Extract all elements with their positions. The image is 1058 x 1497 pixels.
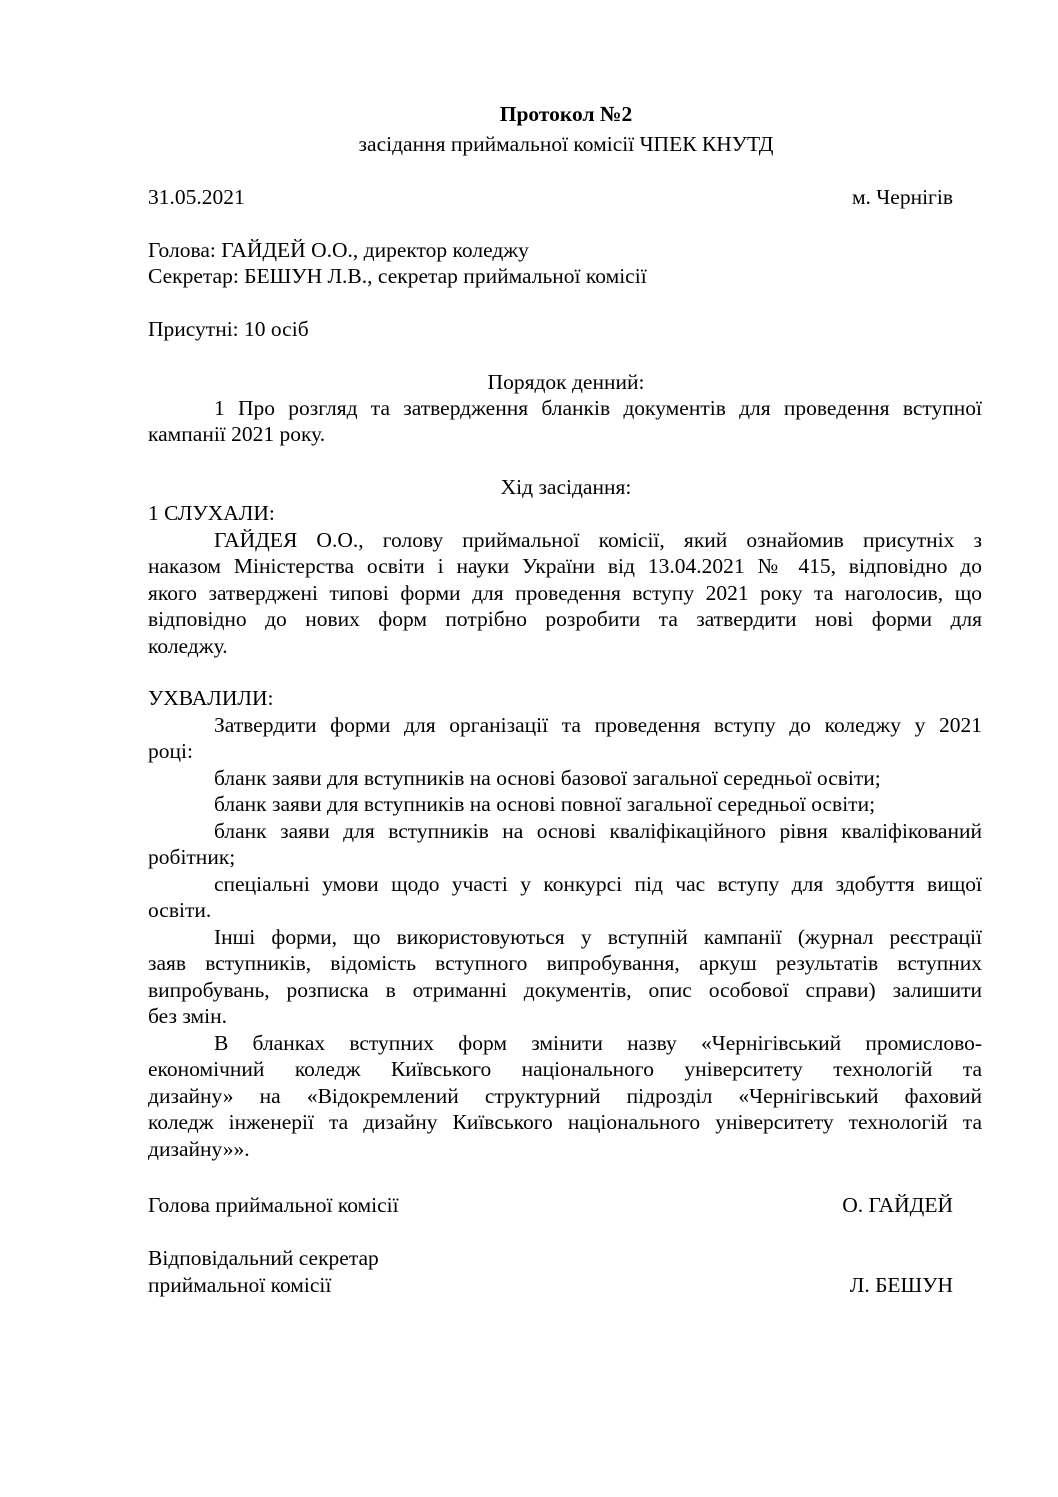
form-item: спеціальні умови щодо участі у конкурсі під час вступу для здобуття вищої	[214, 872, 982, 896]
secretary-signature-role: приймальної комісії	[148, 1273, 332, 1297]
other-forms-line: заяв вступників, відомість вступного випробування, аркуш результатів вступних	[148, 951, 982, 975]
form-item: бланк заяви для вступників на основі кваліфікаційного рівня кваліфікований	[214, 819, 982, 843]
form-item: бланк заяви для вступників на основі базової загальної середньої освіти;	[214, 766, 881, 790]
present-line: Присутні: 10 осіб	[148, 317, 309, 341]
rename-line: дизайну»».	[148, 1137, 250, 1161]
other-forms-line: Інші форми, що використовуються у вступній кампанії (журнал реєстрації	[214, 925, 982, 949]
heard-text-line: якого затверджені типові форми для проведення вступу 2021 року та наголосив, що	[148, 581, 982, 605]
heard-text-line: коледжу.	[148, 634, 228, 658]
form-item-cont: освіти.	[148, 898, 212, 922]
meeting-date: 31.05.2021	[148, 185, 245, 209]
document-subtitle: засідання приймальної комісії ЧПЕК КНУТД	[358, 132, 774, 156]
rename-line: коледж інженерії та дизайну Київського національного університету технологій та	[148, 1110, 982, 1134]
secretary-line: Секретар: БЕШУН Л.В., секретар приймальної комісії	[148, 264, 647, 288]
chair-line: Голова: ГАЙДЕЙ О.О., директор коледжу	[148, 238, 529, 262]
proceedings-heading: Хід засідання:	[500, 475, 632, 499]
resolved-label: УХВАЛИЛИ:	[148, 686, 274, 710]
agenda-item-line: 1 Про розгляд та затвердження бланків документів для проведення вступної	[214, 396, 982, 420]
agenda-item-line: кампанії 2021 року.	[148, 422, 326, 446]
chair-signature-role: Голова приймальної комісії	[148, 1193, 399, 1217]
resolved-intro-line: році:	[148, 739, 193, 763]
secretary-signature-name: Л. БЕШУН	[849, 1273, 953, 1297]
chair-signature-name: О. ГАЙДЕЙ	[842, 1193, 953, 1217]
form-item-cont: робітник;	[148, 845, 236, 869]
resolved-intro-line: Затвердити форми для організації та проведення вступу до коледжу у 2021	[214, 713, 982, 737]
secretary-signature-role: Відповідальний секретар	[148, 1246, 379, 1270]
rename-line: дизайну» на «Відокремлений структурний підрозділ «Чернігівський фаховий	[148, 1084, 982, 1108]
form-item: бланк заяви для вступників на основі повної загальної середньої освіти;	[214, 792, 876, 816]
other-forms-line: без змін.	[148, 1004, 227, 1028]
document-title: Протокол №2	[499, 102, 633, 126]
heard-text-line: наказом Міністерства освіти і науки України від 13.04.2021 № 415, відповідно до	[148, 554, 982, 578]
heard-text-line: відповідно до нових форм потрібно розробити та затвердити нові форми для	[148, 607, 982, 631]
other-forms-line: випробувань, розписка в отриманні документів, опис особової справи) залишити	[148, 978, 982, 1002]
heard-text-line: ГАЙДЕЯ О.О., голову приймальної комісії, який ознайомив присутніх з	[214, 528, 982, 552]
agenda-heading: Порядок денний:	[487, 370, 645, 394]
heard-label: 1 СЛУХАЛИ:	[148, 501, 275, 525]
meeting-city: м. Чернігів	[851, 185, 953, 209]
rename-line: В бланках вступних форм змінити назву «Чернігівський промислово-	[214, 1031, 982, 1055]
rename-line: економічний коледж Київського національного університету технологій та	[148, 1057, 982, 1081]
